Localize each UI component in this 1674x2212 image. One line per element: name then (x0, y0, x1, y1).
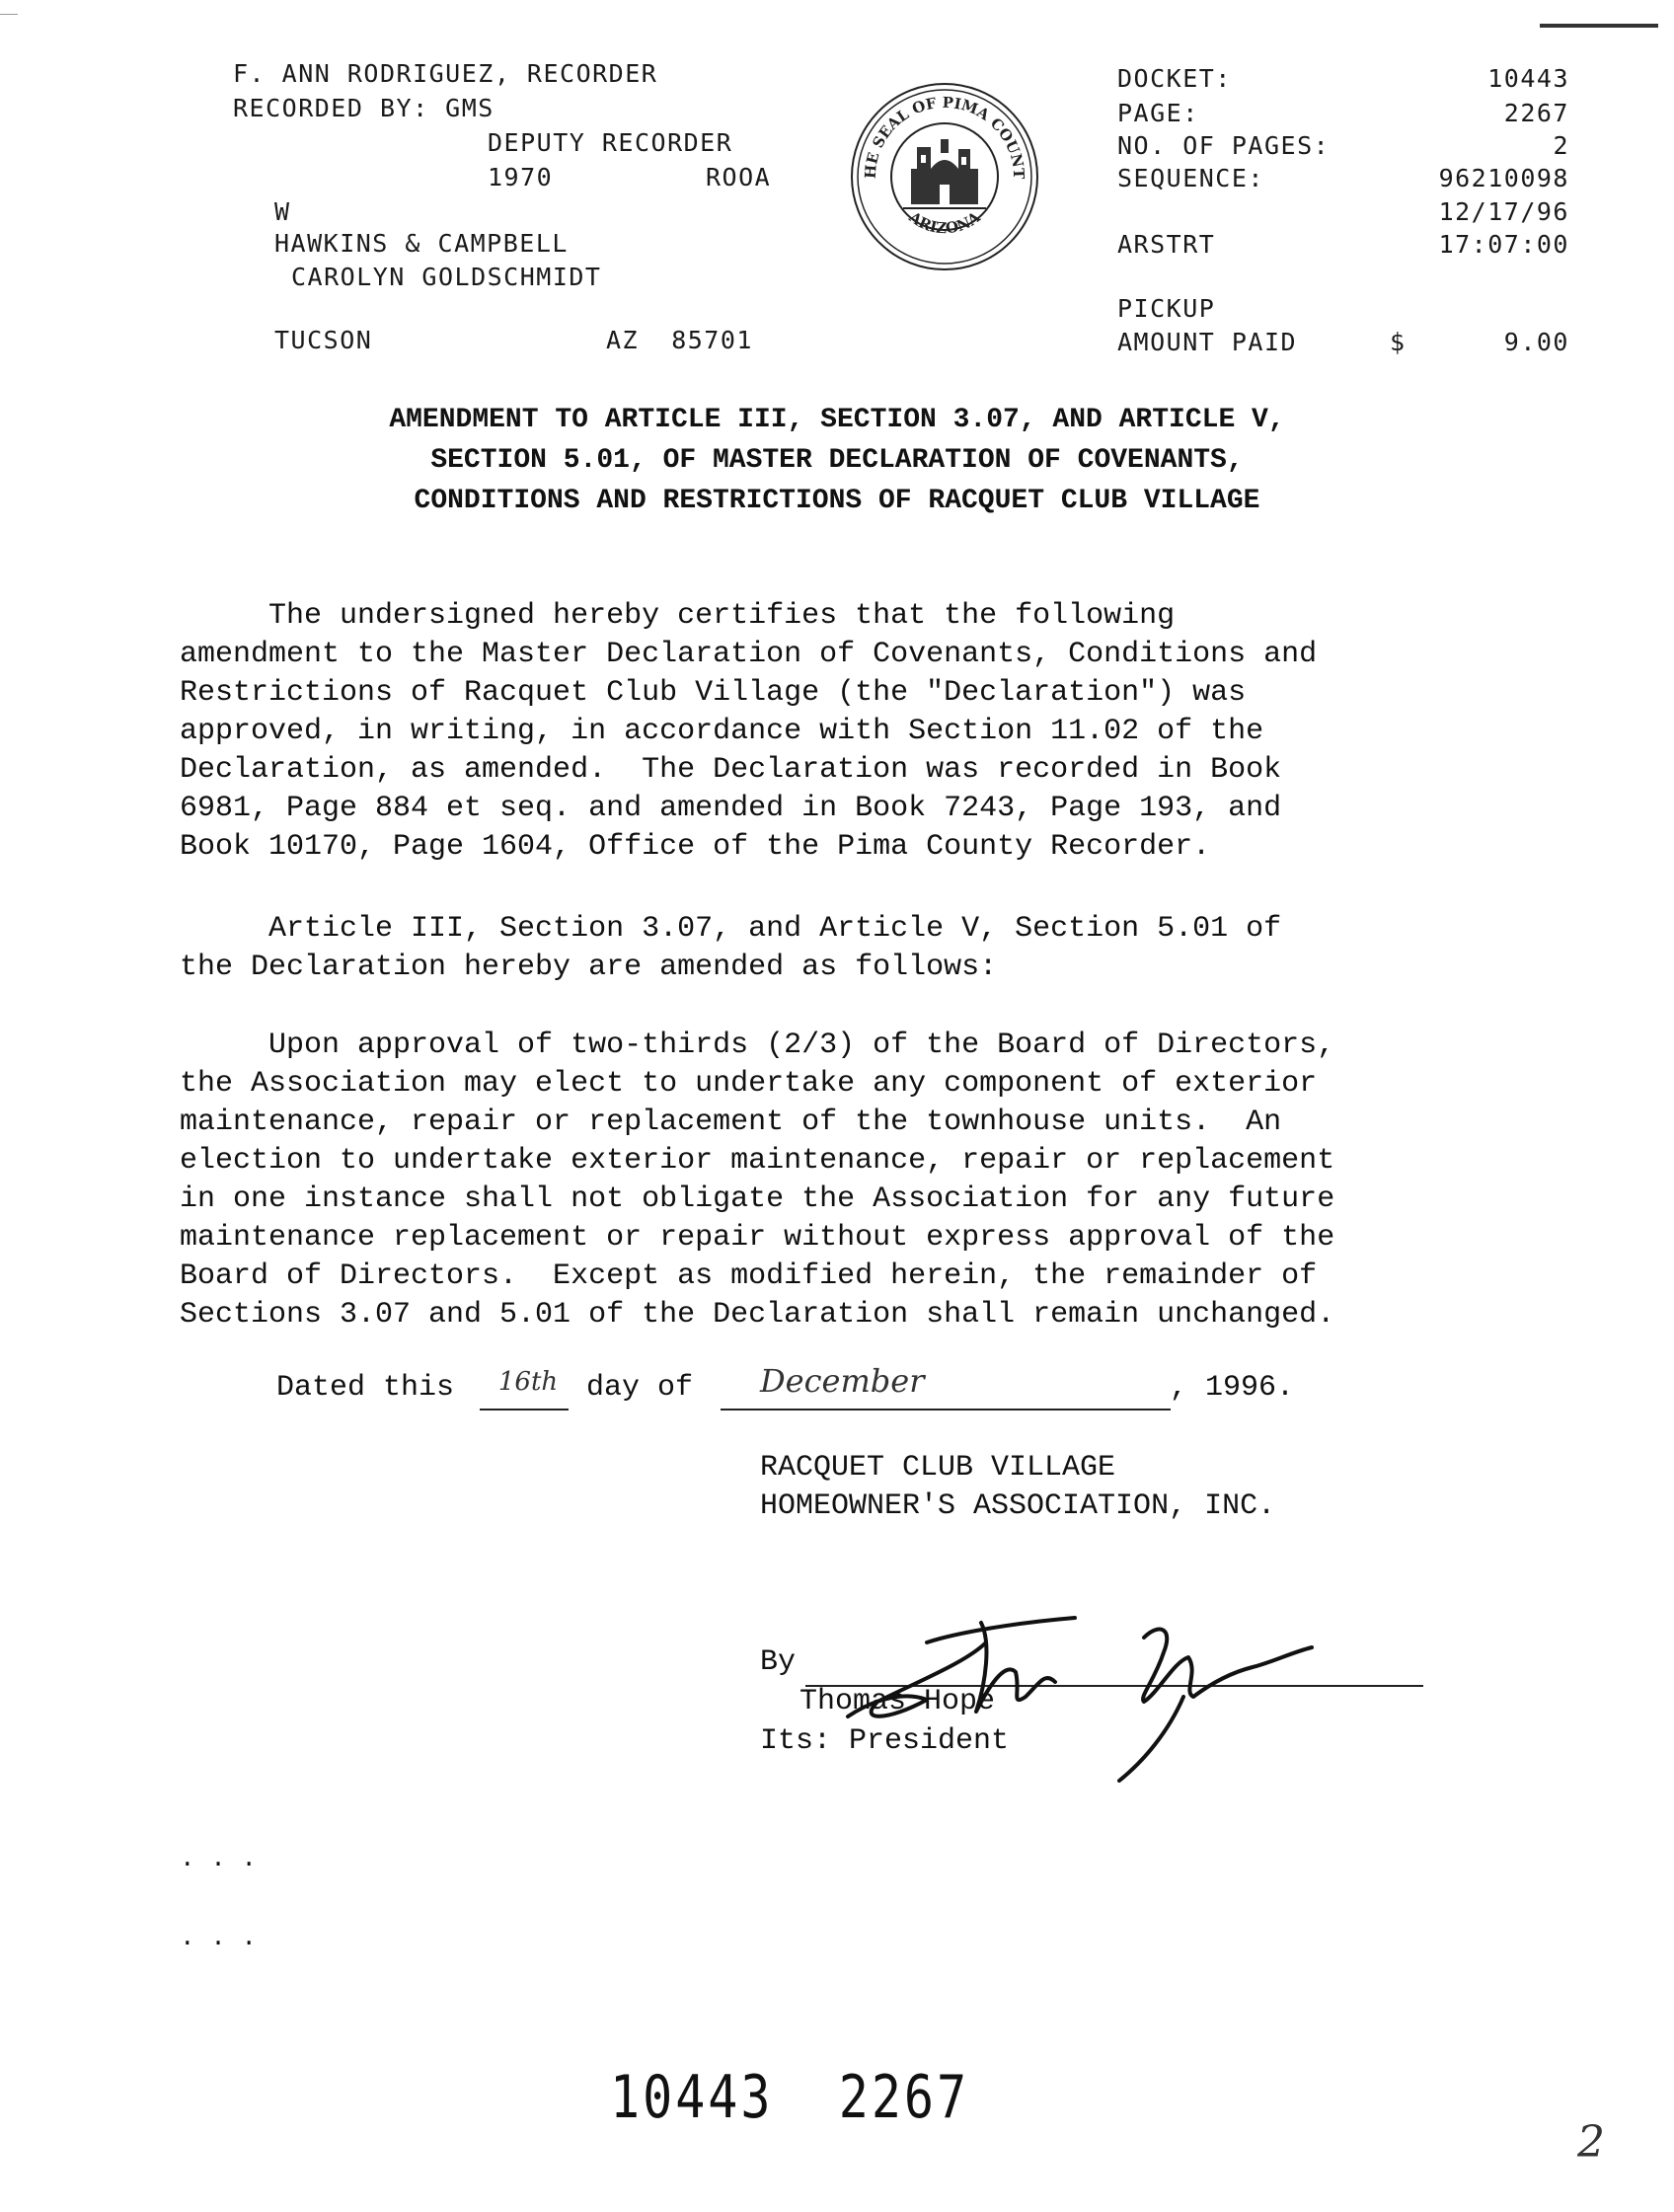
paragraph-line: amendment to the Master Declaration of Covenants, Conditions and (180, 638, 1318, 671)
signatory-title: Its: President (760, 1724, 1010, 1758)
paragraph-line: Board of Directors. Except as modified herein, the remainder of (180, 1259, 1318, 1293)
association-line-1: RACQUET CLUB VILLAGE (760, 1451, 1116, 1485)
recorder-state-zip: AZ 85701 (606, 326, 753, 354)
document-title (0, 400, 1674, 521)
sequence-value: 96210098 (1438, 164, 1569, 192)
paragraph-line: Book 10170, Page 1604, Office of the Pima County Recorder. (180, 830, 1211, 864)
association-block (760, 1449, 1451, 1526)
month-underline (721, 1409, 1171, 1411)
paragraph-line: Upon approval of two-thirds (2/3) of the Board of Directors, (180, 1029, 1335, 1062)
recorder-name: F. ANN RODRIGUEZ, RECORDER (233, 59, 658, 88)
amount-paid-value: 9.00 (1503, 328, 1569, 356)
paragraph-line: in one instance shall not obligate the Association for any future (180, 1182, 1335, 1216)
paragraph-line: Article III, Section 3.07, and Article V, Section 5.01 of (180, 912, 1282, 946)
recorder-firm: HAWKINS & CAMPBELL (274, 229, 569, 258)
seal-text-bottom: ARIZONA (905, 207, 984, 238)
association-line-2: HOMEOWNER'S ASSOCIATION, INC. (760, 1489, 1276, 1523)
paragraph-line: the Association may elect to undertake any component of exterior (180, 1067, 1318, 1101)
signatory-name: Thomas Hope (799, 1685, 996, 1718)
paragraph-line: approved, in writing, in accordance with Section 11.02 of the (180, 715, 1264, 748)
signature-by: By (760, 1645, 797, 1679)
paragraph-line: 6981, Page 884 et seq. and amended in Book 7243, Page 193, and (180, 792, 1282, 825)
signature-title-wrap (760, 1722, 1254, 1761)
seal-text-top: HE SEAL OF PIMA COUNT (861, 93, 1028, 180)
county-seal (827, 59, 1028, 257)
recorder-city: TUCSON (274, 326, 373, 354)
title-line-2: SECTION 5.01, OF MASTER DECLARATION OF COVENANTS, (430, 445, 1244, 476)
recorder-code-right: ROOA (706, 163, 772, 191)
corner-mark-right (1540, 24, 1658, 28)
recorded-by: RECORDED BY: GMS (233, 94, 495, 122)
deputy-recorder: DEPUTY RECORDER (488, 128, 733, 157)
dated-suffix: , 1996. (1170, 1371, 1295, 1405)
dated-middle-wrap (586, 1369, 784, 1408)
paragraph-line: maintenance replacement or repair without express approval of the (180, 1221, 1335, 1255)
arstrt-label: ARSTRT (1117, 230, 1216, 259)
currency-symbol: $ (1390, 328, 1407, 356)
docket-label: DOCKET: (1117, 64, 1232, 93)
paragraph-line: maintenance, repair or replacement of the townhouse units. An (180, 1106, 1282, 1139)
paragraph-line: the Declaration hereby are amended as follows: (180, 951, 998, 984)
paragraph-line: The undersigned hereby certifies that the following (180, 599, 1176, 633)
record-time: 17:07:00 (1438, 230, 1569, 259)
svg-text:ARIZONA (905, 207, 984, 237)
dated-month-handwritten: December (760, 1362, 925, 1400)
record-date: 12/17/96 (1438, 197, 1569, 226)
paragraph-line: Declaration, as amended. The Declaration was recorded in Book (180, 753, 1282, 787)
sequence-label: SEQUENCE: (1117, 164, 1264, 192)
dated-day-handwritten: 16th (497, 1367, 559, 1397)
paragraph-amendment-text (180, 1027, 1463, 1335)
title-line-3: CONDITIONS AND RESTRICTIONS OF RACQUET CLUB VILLAGE (414, 486, 1260, 516)
dated-prefix: Dated this (276, 1371, 455, 1405)
docket-value: 10443 (1487, 64, 1569, 93)
signature-name-wrap (799, 1683, 1293, 1721)
day-underline (480, 1409, 569, 1411)
paragraph-line: Restrictions of Racquet Club Village (the "Declaration") was (180, 676, 1247, 710)
page-number-handwritten: 2 (1577, 2117, 1605, 2168)
footer-docket-stamp: 10443 2267 (610, 2063, 970, 2132)
recorder-contact: CAROLYN GOLDSCHMIDT (291, 263, 602, 291)
dated-suffix-wrap (1170, 1369, 1407, 1408)
paragraph-certification (180, 597, 1463, 867)
ellipsis-1: . . . (180, 1844, 258, 1873)
recorder-w: W (274, 197, 291, 226)
corner-mark-left (0, 14, 18, 15)
page-value: 2267 (1503, 99, 1569, 127)
paragraph-line: election to undertake exterior maintenance, repair or replacement (180, 1144, 1335, 1178)
pages-value: 2 (1553, 131, 1569, 160)
dated-middle: day of (586, 1371, 694, 1405)
paragraph-line: Sections 3.07 and 5.01 of the Declaration shall remain unchanged. (180, 1298, 1335, 1332)
page-label: PAGE: (1117, 99, 1199, 127)
pickup-label: PICKUP (1117, 294, 1216, 323)
recorder-code-left: 1970 (488, 163, 554, 191)
pages-label: NO. OF PAGES: (1117, 131, 1331, 160)
amount-paid-label: AMOUNT PAID (1117, 328, 1298, 356)
title-line-1: AMENDMENT TO ARTICLE III, SECTION 3.07, AND ARTICLE V, (389, 405, 1285, 435)
paragraph-amended (180, 910, 1463, 987)
ellipsis-2: . . . (180, 1923, 258, 1952)
